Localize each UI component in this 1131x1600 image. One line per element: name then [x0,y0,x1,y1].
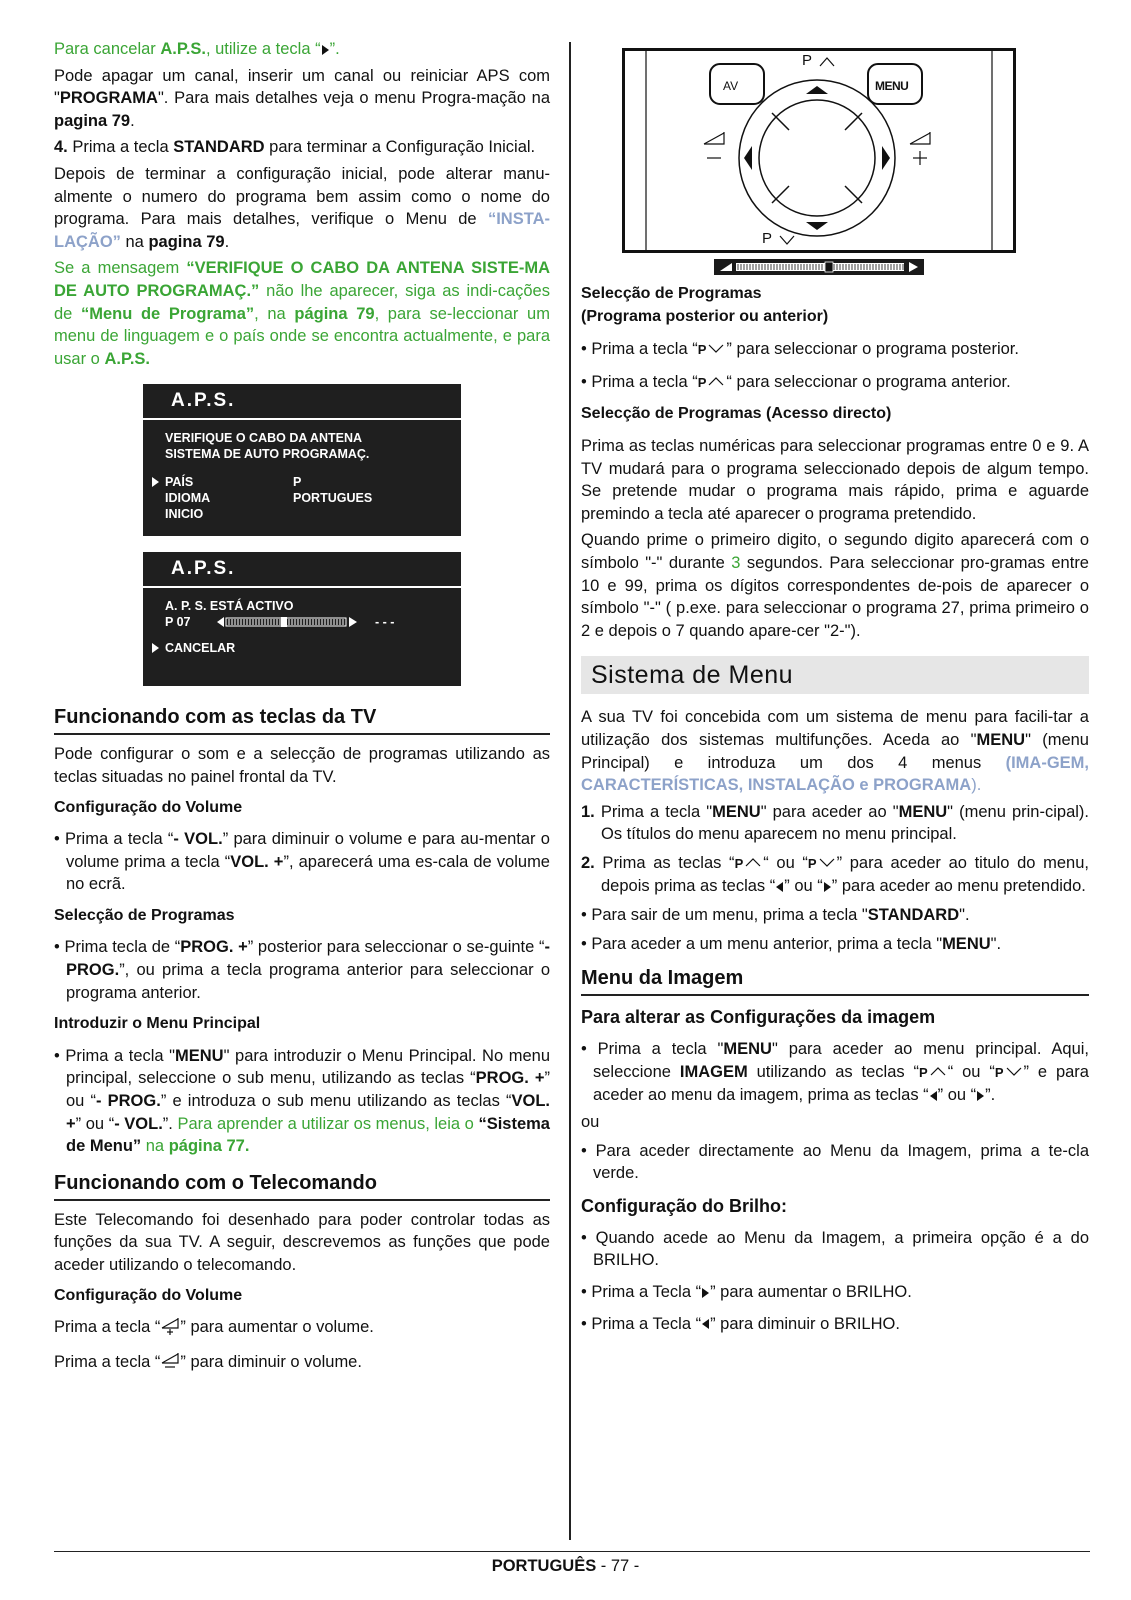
bullet-exit-menu: • Para sair de um menu, prima a tecla "STANDARD". [581,906,970,925]
osd-value-language: PORTUGUES [293,491,373,506]
heading-remote: Funcionando com o Telecomando [54,1170,550,1201]
osd-key-language: IDIOMA [165,491,211,506]
osd-value-country: P [293,475,302,490]
bullet-brightness-2: • Prima a Tecla “ ” para aumentar o BRILHO. [581,1283,912,1301]
aps-osd-screen-2 [143,552,461,686]
chevron-down-icon [706,342,726,354]
left-arrow-icon [776,882,783,892]
osd-key-country: PAÍS [165,475,194,490]
chevron-up-icon [928,1065,948,1077]
chevron-up-icon [706,375,726,387]
volume-up-icon [160,1316,180,1336]
paragraph-tv-keys: Pode configurar o som e a selecção de programas utilizando as teclas situadas no painel frontal da TV. [54,745,550,786]
volume-down-icon [160,1351,180,1371]
word-or: ou [581,1113,600,1132]
osd-progress-bar-icon [217,616,357,628]
right-arrow-icon [977,1091,984,1101]
prog-up-label: P [802,52,813,69]
paragraph-direct-1: Prima as teclas numéricas para seleccionar programas entre 0 e 9. A TV mudará para o programa seleccionado depois de algum tempo. Se pretende mudar o programa mais rápido, prima e aguarde premindo a tecla até aparecer o programa pretendido. [581,436,1089,523]
bullet-prev-program: • Prima a tecla “P “ para seleccionar o programa anterior. [581,372,1011,391]
subheading-volume: Configuração do Volume [54,798,243,816]
bullet-brightness-1: • Quando acede ao Menu da Imagem, a primeira opção é a do BRILHO. [581,1228,1089,1270]
volume-down-line: Prima a tecla “ ” para diminuir o volume. [54,1352,362,1371]
left-arrow-icon [930,1091,937,1101]
right-column [581,48,1089,1344]
osd-line: SISTEMA DE AUTO PROGRAMAÇ. [165,447,370,462]
subheading-next-prev-b: (Programa posterior ou anterior) [581,307,829,325]
osd-dashes: - - - [375,615,395,630]
bullet-picture-menu-2: • Para aceder directamente ao Menu da Imagem, prima a te-cla verde. [581,1141,1089,1183]
column-divider [569,42,571,1540]
right-arrow-icon [322,45,329,55]
bullet-picture-menu-1: • Prima a tecla "MENU" para aceder ao menu principal. Aqui, seleccione IMAGEM utilizando as teclas “P “ ou “P ” e para aceder ao menu da imagem, prima as teclas “ ” ou “ ”. [581,1040,1089,1105]
subheading-direct-access: Selecção de Programas (Acesso directo) [581,405,892,423]
footer-language: PORTUGUÊS [491,1557,597,1575]
subheading-volume-remote: Configuração do Volume [54,1286,243,1304]
left-column [54,38,550,1377]
volume-scale-icon [714,259,924,275]
step-1: 1. Prima a tecla "MENU" para aceder ao "MENU" (menu prin-cipal). Os títulos do menu aparecem no menu principal. [581,802,1089,844]
bullet-main-menu: • Prima a tecla "MENU" para introduzir o Menu Principal. No menu principal, seleccione o sub menu, utilizando as teclas “PROG. +” ou “- PROG.” e introduza o sub menu utilizando as teclas “VOL. +” ou “- VOL.”. Para aprender a utilizar os menus, leia o “Sistema de Menu” na página 77. [54,1046,550,1156]
subheading-brightness: Configuração do Brilho: [581,1195,787,1216]
right-arrow-icon [702,1288,709,1298]
paragraph-direct-2: Quando prime o primeiro digito, o segundo digito aparecerá com o símbolo "-" durante 3 segundos. Para seleccionar pro-gramas entre 10 e 99, prima os dígitos correspondentes de-pois de aparecer o símbolo "-" ( p.exe. para seleccionar o programa 27, prima primeiro o 2 e depois o 7 quando apare-cer "2-"). [581,531,1089,640]
page-footer [0,1555,1131,1578]
footer-page-number: - 77 - [596,1557,640,1575]
menu-button-label[interactable]: MENU [875,79,909,93]
step-4: 4. Prima a tecla STANDARD para terminar a Configuração Inicial. [54,138,536,157]
bullet-next-program: • Prima a tecla “P ” para seleccionar o programa posterior. [581,340,1019,359]
tv-control-panel [622,48,1016,253]
bullet-brightness-3: • Prima a Tecla “ ” para diminuir o BRILHO. [581,1314,900,1333]
bullet-prev-menu: • Para aceder a um menu anterior, prima a tecla "MENU". [581,934,1002,953]
subheading-next-prev-a: Selecção de Programas [581,285,762,302]
aps-cancel-note: Para cancelar A.P.S., utilize a tecla “ ”. [54,40,340,58]
paragraph-after-setup: Depois de terminar a configuração inicial, pode alterar manu-almente o numero do programa bem assim como o nome do programa. Para mais detalhes, verifique o Menu de “INSTA-LAÇÃO” na pagina 79. [54,164,550,251]
osd-line: VERIFIQUE O CABO DA ANTENA [165,431,362,446]
bullet-volume: • Prima a tecla “- VOL.” para diminuir o volume e para au-mentar o volume prima a tecla “VOL. +”, aparecerá uma es-cala de volume no ecrã. [54,830,550,894]
right-arrow-icon [824,882,831,892]
tv-control-panel-diagram [622,48,1016,253]
left-arrow-icon [702,1319,709,1329]
osd-program-number: P 07 [165,615,191,630]
av-button-label[interactable]: AV [723,79,739,93]
subheading-programs: Selecção de Programas [54,906,235,924]
heading-picture-menu: Menu da Imagem [581,965,1089,996]
chevron-up-icon [743,856,763,868]
subheading-picture-settings: Para alterar as Configurações da imagem [581,1007,936,1028]
chevron-down-icon [1004,1065,1024,1077]
osd-title: A.P.S. [143,552,461,588]
paragraph-programa: Pode apagar um canal, inserir um canal ou reiniciar APS com "PROGRAMA". Para mais detalhes veja o menu Progra-mação na pagina 79. [54,66,550,130]
bullet-programs: • Prima tecla de “PROG. +” posterior para seleccionar o se-guinte “- PROG.”, ou prima a tecla programa anterior para seleccionar o programa anterior. [54,938,550,1002]
footer-rule [54,1551,1090,1552]
heading-menu-system: Sistema de Menu [581,656,1089,694]
aps-osd-screen-1 [143,384,461,536]
volume-up-line: Prima a tecla “ ” para aumentar o volume. [54,1318,374,1337]
osd-cancel: CANCELAR [165,641,236,656]
osd-cursor-icon [152,643,159,653]
antenna-message-note: Se a mensagem “VERIFIQUE O CABO DA ANTENA SISTE-MA DE AUTO PROGRAMAÇ.” não lhe aparecer, siga as indi-cações de “Menu de Programa”, na página 79, para se-leccionar um menu de linguagem e o país onde se encontra actualmente, e para usar o A.P.S. [54,259,551,368]
osd-cursor-icon [152,477,159,487]
step-2: 2. Prima as teclas “P “ ou “P ” para aceder ao titulo do menu, depois prima as teclas “ ” ou “ ” para aceder ao menu pretendido. [581,853,1089,896]
osd-line: A. P. S. ESTÁ ACTIVO [165,599,294,614]
osd-key-start: INICIO [165,507,204,522]
subheading-main-menu: Introduzir o Menu Principal [54,1015,261,1033]
heading-tv-keys: Funcionando com as teclas da TV [54,704,550,735]
paragraph-menu-system: A sua TV foi concebida com um sistema de menu para facili-tar a utilização dos sistemas multifunções. Aceda ao "MENU" (menu Principal) e introduza um dos 4 menus (IMA-GEM, CARACTERÍSTICAS, INSTALAÇÃO e PROGRAMA). [581,708,1089,795]
paragraph-remote: Este Telecomando foi desenhado para poder controlar todas as funções da sua TV. A seguir, descrevemos as funções que pode aceder utilizando o telecomando. [54,1210,550,1274]
prog-down-label: P [762,230,773,247]
chevron-down-icon [817,856,837,868]
osd-title: A.P.S. [143,384,461,420]
